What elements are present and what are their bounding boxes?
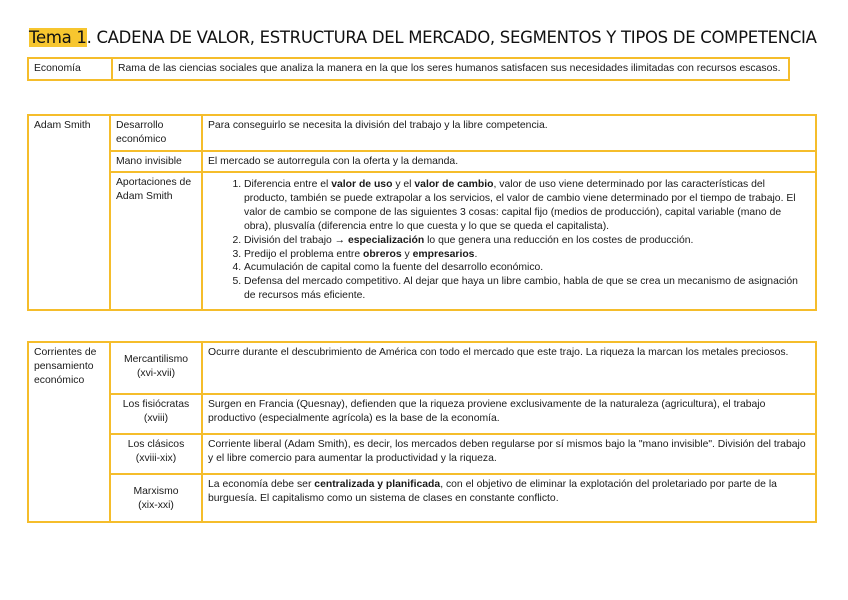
corrientes-table	[27, 341, 817, 523]
list-item: 1. Diferencia entre el valor de uso y el valor de cambio, valor de uso viene determinado por las características del producto, también se puede extrapolar a los servicios, el valor de cambio viene determinado por el tiempo de trabajo. El valor de cambio se compone de las siguientes 3 cosas: capital fijo (medios de producción), capital variable (mano de obra), plusvalía (diferencia entre lo que cuesta y lo que se queda el capitalista).	[244, 178, 810, 233]
economia-term: Economía	[28, 58, 112, 80]
table-row	[28, 342, 816, 394]
economia-table	[27, 57, 790, 81]
economia-definition: Rama de las ciencias sociales que analiza la manera en la que los seres humanos satisfacen sus necesidades ilimitadas con recursos escasos.	[112, 58, 789, 80]
mercantilismo-text: Ocurre durante el descubrimiento de América con todo el mercado que este trajo. La riqueza la marcan los metales preciosos.	[202, 342, 816, 394]
mano-invisible-term: Mano invisible	[110, 151, 202, 173]
page-title	[29, 28, 817, 47]
adam-smith-table	[27, 114, 817, 311]
desarrollo-term: Desarrollo económico	[110, 115, 202, 151]
desarrollo-text: Para conseguirlo se necesita la división del trabajo y la libre competencia.	[202, 115, 816, 151]
tema-highlight: Tema 1	[29, 28, 87, 47]
corrientes-label: Corrientes de pensamiento económico	[28, 342, 110, 522]
list-item: 3. Predijo el problema entre obreros y empresarios.	[244, 248, 810, 262]
table-row	[28, 434, 816, 474]
list-item: 4. Acumulación de capital como la fuente del desarrollo económico.	[244, 261, 810, 275]
marxismo-term: Marxismo (xix-xxi)	[110, 474, 202, 522]
table-row	[28, 151, 816, 173]
table-row	[28, 172, 816, 309]
table-row	[28, 394, 816, 434]
adam-smith-label: Adam Smith	[28, 115, 110, 310]
fisiocratas-text: Surgen en Francia (Quesnay), defienden que la riqueza proviene exclusivamente de la naturaleza (agricultura), el trabajo productivo (especialmente agrícola) es la base de la economía.	[202, 394, 816, 434]
table-row	[28, 58, 789, 80]
list-item: 2. División del trabajo → especialización lo que genera una reducción en los costes de producción.	[244, 234, 810, 248]
aportaciones-list-cell	[202, 172, 816, 309]
aportaciones-list	[208, 178, 810, 302]
clasicos-text: Corriente liberal (Adam Smith), es decir, los mercados deben regularse por sí mismos bajo la "mano invisible". División del trabajo y el libre comercio para aumentar la productividad y la riqueza.	[202, 434, 816, 474]
table-row	[28, 474, 816, 522]
title-text: . CADENA DE VALOR, ESTRUCTURA DEL MERCADO, SEGMENTOS Y TIPOS DE COMPETENCIA	[86, 28, 817, 47]
marxismo-text: La economía debe ser centralizada y planificada, con el objetivo de eliminar la explotación del proletariado por parte de la burguesía. El capitalismo como un sistema de clases en constante conflicto.	[202, 474, 816, 522]
list-item: 5. Defensa del mercado competitivo. Al dejar que haya un libre cambio, habla de que se crea un mecanismo de asignación de recursos más eficiente.	[244, 275, 810, 303]
fisiocratas-term: Los fisiócratas (xviii)	[110, 394, 202, 434]
mano-invisible-text: El mercado se autorregula con la oferta y la demanda.	[202, 151, 816, 173]
mercantilismo-term: Mercantilismo (xvi-xvii)	[110, 342, 202, 394]
clasicos-term: Los clásicos (xviii-xix)	[110, 434, 202, 474]
aportaciones-term: Aportaciones de Adam Smith	[110, 172, 202, 309]
table-row	[28, 115, 816, 151]
